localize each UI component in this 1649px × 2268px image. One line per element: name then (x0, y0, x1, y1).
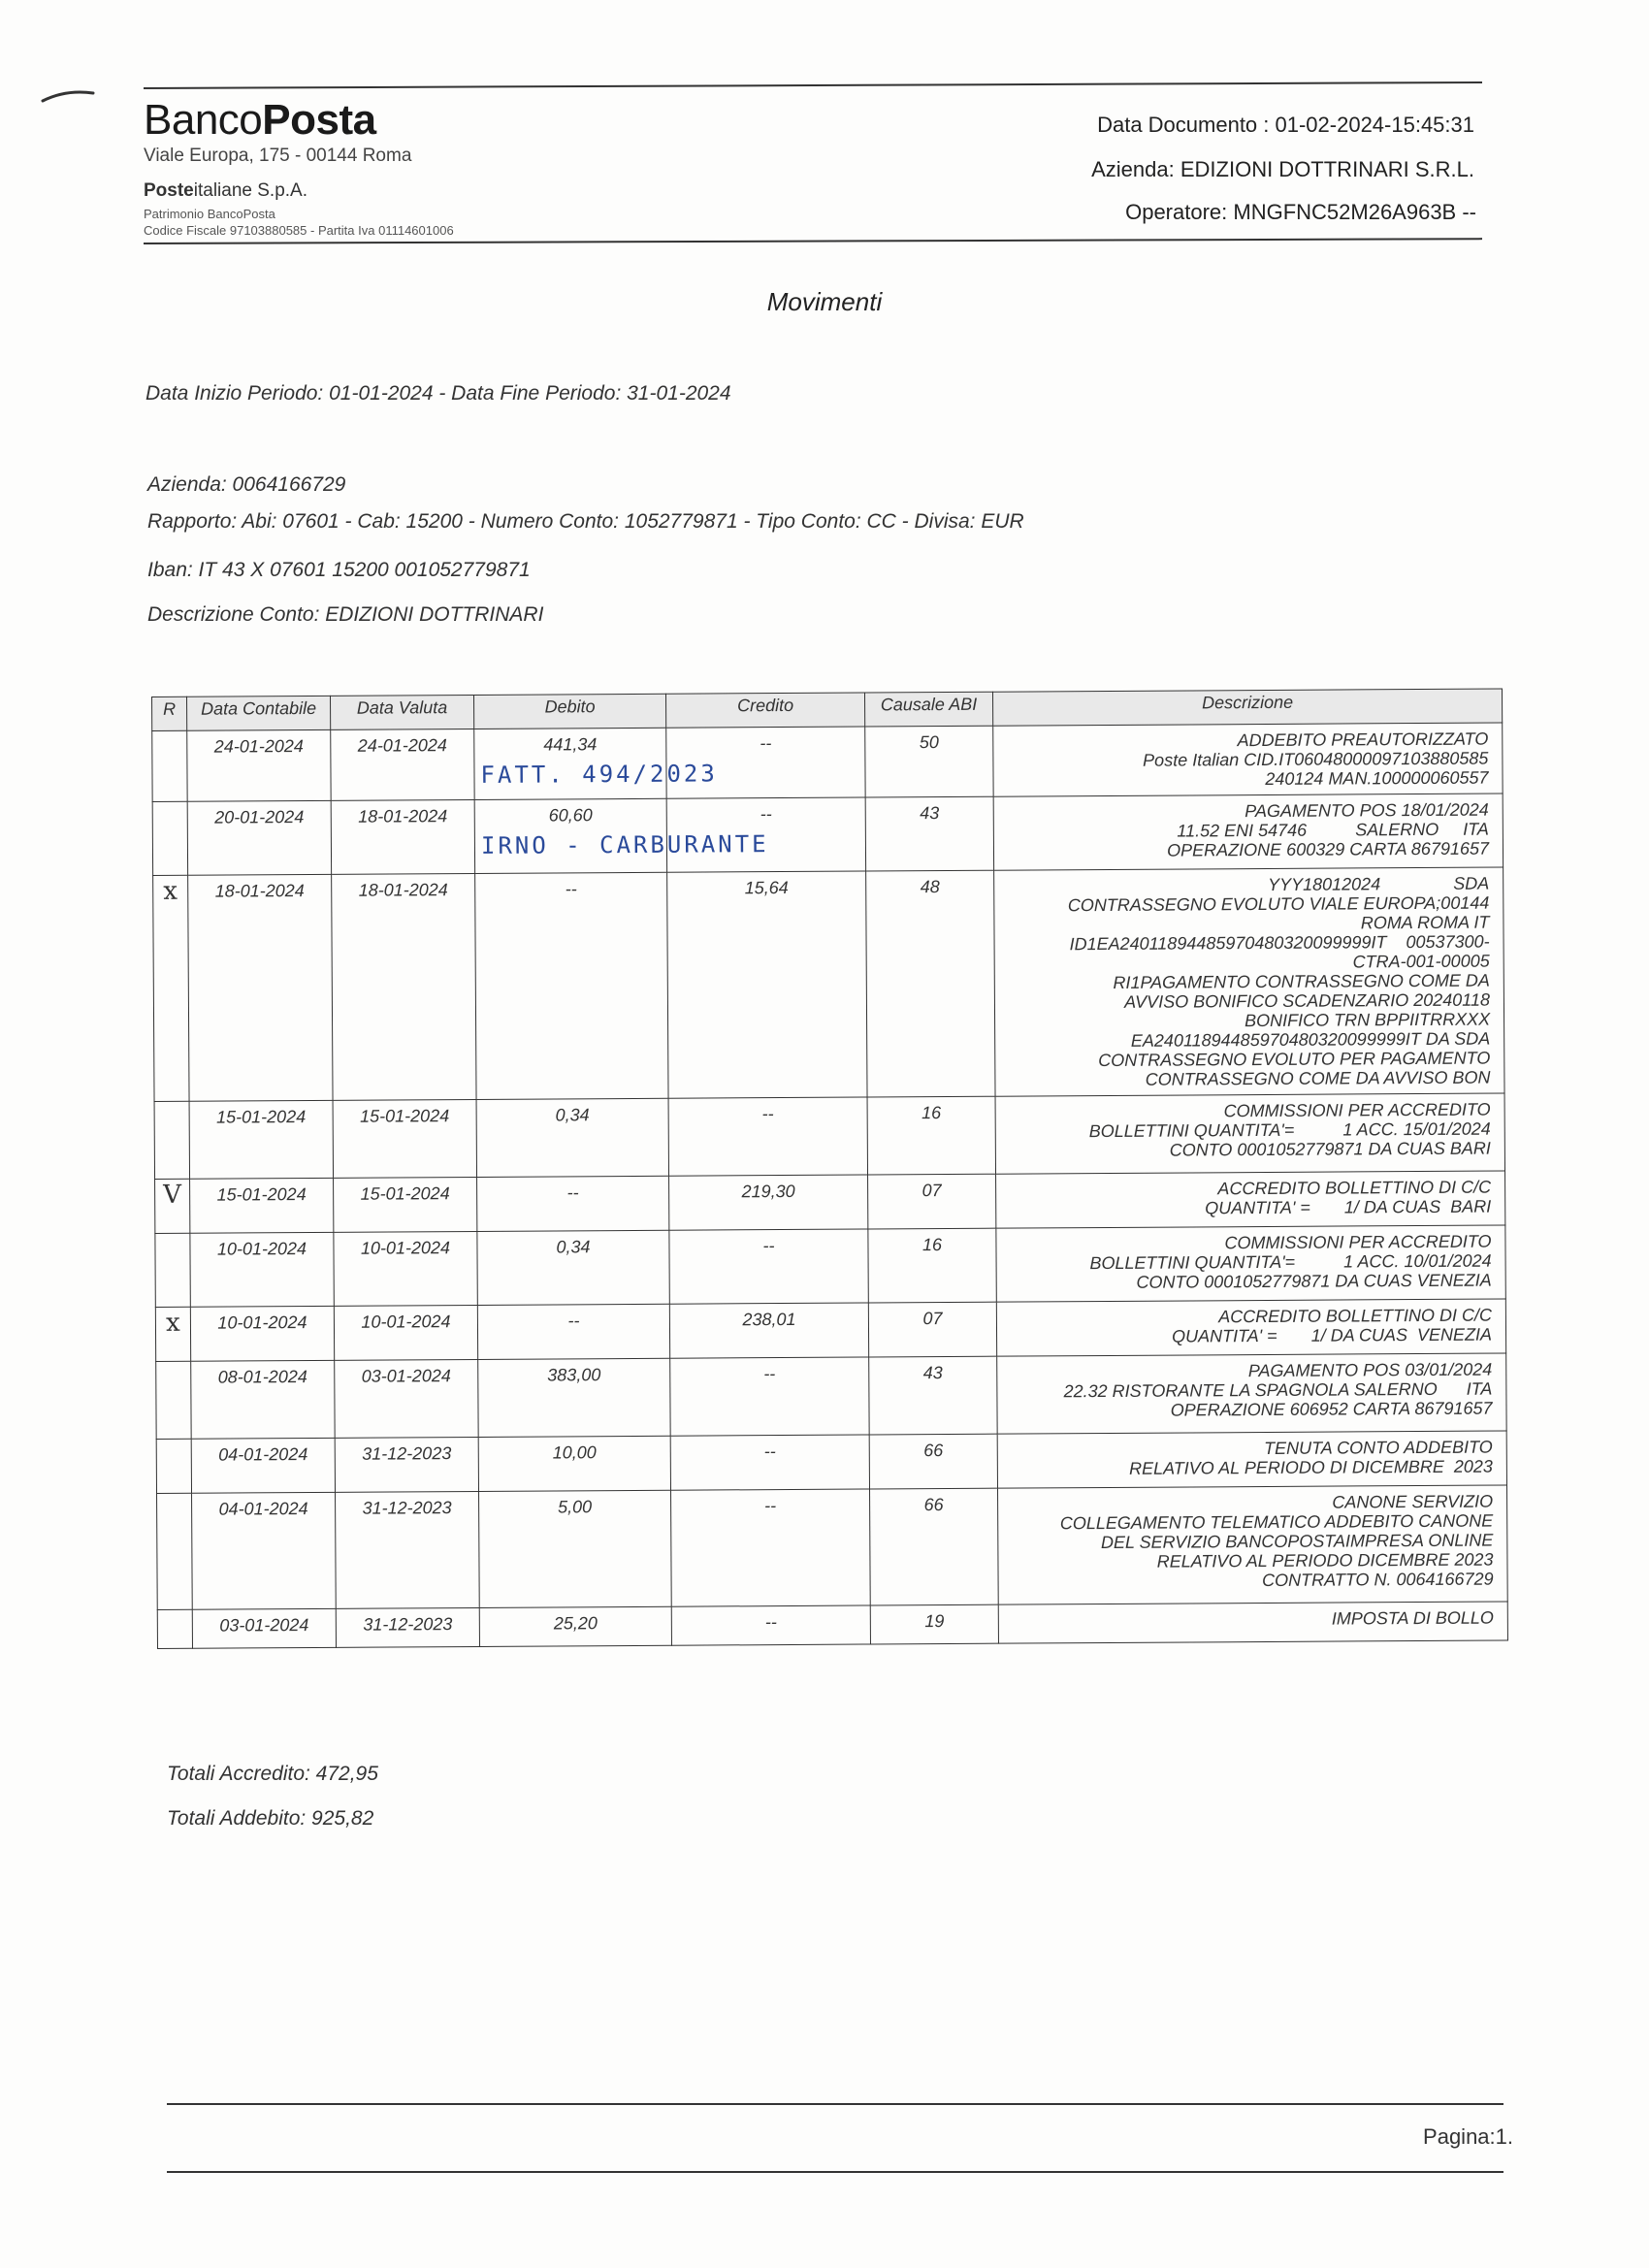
descrizione-line: OPERAZIONE 600329 CARTA 86791657 (1167, 838, 1490, 860)
account-descrizione: Descrizione Conto: EDIZIONI DOTTRINARI (147, 603, 544, 626)
debito-cell-text: 10,00 (552, 1442, 597, 1463)
descrizione-line: Poste Italian CID.IT06048000097103880585 (1143, 748, 1489, 770)
descrizione-line: CONTRASSEGNO EVOLUTO PER PAGAMENTO (1098, 1048, 1491, 1071)
credito-cell (669, 1175, 868, 1230)
descrizione-line: RELATIVO AL PERIODO DICEMBRE 2023 (1156, 1549, 1494, 1571)
mark-cell (155, 1233, 190, 1307)
data-valuta-cell-text: 31-12-2023 (362, 1443, 452, 1464)
data-valuta-cell (332, 873, 476, 1100)
account-azienda: Azienda: 0064166729 (147, 473, 346, 496)
data-contabile-cell (187, 729, 331, 801)
col-header-r: R (152, 697, 187, 730)
data-contabile-cell-text: 04-01-2024 (218, 1499, 308, 1519)
account-rapporto: Rapporto: Abi: 07601 - Cab: 15200 - Numero Conto: 1052779871 - Tipo Conto: CC - Divisa: EUR (147, 510, 1024, 533)
data-contabile-cell (192, 1608, 336, 1648)
causale-cell-text: 07 (922, 1309, 943, 1329)
causale-cell (865, 726, 993, 797)
data-contabile-cell (187, 800, 331, 875)
data-valuta-cell (331, 729, 474, 800)
causale-cell-text: 66 (923, 1495, 944, 1515)
debito-cell-text: 441,34 (543, 734, 598, 755)
totale-accredito: Totali Accredito: 472,95 (167, 1763, 378, 1785)
col-header-descrizione: Descrizione (992, 689, 1502, 726)
debito-cell-text: 0,34 (555, 1105, 590, 1125)
data-contabile-cell-text: 03-01-2024 (219, 1615, 309, 1636)
causale-cell (870, 1604, 998, 1644)
table-row (153, 867, 1504, 1101)
col-header-causale-abi: Causale ABI (864, 692, 992, 727)
debito-cell-text: -- (566, 1183, 579, 1203)
descrizione-line: ACCREDITO BOLLETTINO DI C/C (1217, 1177, 1492, 1199)
debito-cell (479, 1606, 671, 1646)
data-valuta-cell (334, 1177, 477, 1232)
causale-cell (869, 1434, 997, 1489)
data-valuta-cell (336, 1491, 480, 1608)
debito-cell-text: 5,00 (558, 1497, 593, 1517)
mark-cell (156, 1439, 191, 1493)
descrizione-line: TENUTA CONTO ADDEBITO (1264, 1437, 1493, 1459)
operatore: Operatore: MNGFNC52M26A963B -- (1125, 200, 1476, 224)
causale-cell-text: 43 (920, 803, 940, 824)
data-contabile-cell (191, 1360, 335, 1439)
descrizione-line: ROMA ROMA IT (1360, 912, 1490, 933)
data-contabile-cell-text: 24-01-2024 (213, 736, 304, 757)
descrizione-line: CONTRATTO N. 0064166729 (1262, 1569, 1494, 1591)
data-valuta-cell-text: 24-01-2024 (357, 735, 447, 756)
mark-cell-text: x (163, 876, 178, 906)
data-valuta-cell (334, 1305, 477, 1360)
data-valuta-cell-text: 03-01-2024 (361, 1366, 451, 1386)
descrizione-line: ACCREDITO BOLLETTINO DI C/C (1218, 1305, 1492, 1327)
handwritten-note: IRNO - CARBURANTE (480, 830, 769, 859)
descrizione-line: PAGAMENTO POS 18/01/2024 (1245, 799, 1489, 822)
footer-top-rule (167, 2103, 1504, 2105)
descrizione-line: AVVISO BONIFICO SCADENZARIO 20240118 (1124, 989, 1490, 1012)
debito-cell (475, 872, 668, 1099)
data-contabile-cell-text: 04-01-2024 (218, 1444, 308, 1465)
mark-cell (155, 1307, 190, 1361)
descrizione-line: EA24011894485970480320099999IT DA SDA (1130, 1028, 1491, 1051)
table-row (152, 794, 1503, 876)
table-body (152, 723, 1508, 1648)
totale-addebito: Totali Addebito: 925,82 (167, 1807, 374, 1830)
mark-cell (152, 801, 187, 875)
table-row (154, 1093, 1504, 1180)
data-contabile-cell (190, 1232, 334, 1307)
data-contabile-cell-text: 15-01-2024 (216, 1107, 307, 1127)
descrizione-line: CONTO 0001052779871 DA CUAS VENEZIA (1136, 1270, 1492, 1292)
descrizione-line: RI1PAGAMENTO CONTRASSEGNO COME DA (1113, 970, 1490, 992)
causale-cell (868, 1302, 996, 1357)
table-row (156, 1431, 1506, 1494)
descrizione-line: CONTRASSEGNO EVOLUTO VIALE EUROPA;00144 (1067, 892, 1490, 916)
periodo: Data Inizio Periodo: 01-01-2024 - Data Fine Periodo: 31-01-2024 (146, 382, 731, 405)
page-number: Pagina:1. (1423, 2124, 1513, 2149)
movements-table (151, 688, 1508, 1648)
causale-cell-text: 43 (922, 1363, 943, 1383)
table-row (155, 1225, 1505, 1308)
descrizione-line: CTRA-001-00005 (1352, 951, 1490, 972)
data-valuta-cell-text: 10-01-2024 (360, 1238, 451, 1258)
credito-cell (668, 1097, 867, 1176)
credito-cell (670, 1357, 869, 1436)
descrizione-line: OPERAZIONE 606952 CARTA 86791657 (1170, 1398, 1493, 1420)
credito-cell-text: 15,64 (744, 877, 789, 898)
account-iban: Iban: IT 43 X 07601 15200 001052779871 (147, 559, 531, 581)
descrizione-line: QUANTITA' = 1/ DA CUAS VENEZIA (1171, 1324, 1493, 1346)
table-row (156, 1353, 1506, 1440)
causale-cell-text: 16 (922, 1235, 943, 1255)
causale-cell-text: 19 (924, 1611, 945, 1632)
data-documento: Data Documento : 01-02-2024-15:45:31 (1097, 113, 1474, 137)
data-valuta-cell-text: 10-01-2024 (361, 1312, 451, 1332)
bancoposta-logo: BancoPosta (144, 96, 376, 144)
descrizione-line: PAGAMENTO POS 03/01/2024 (1247, 1359, 1493, 1381)
mark-cell (155, 1179, 190, 1233)
codice-fiscale: Codice Fiscale 97103880585 - Partita Iva 01114601006 (144, 223, 454, 238)
causale-cell (868, 1228, 996, 1303)
descrizione-line: ADDEBITO PREAUTORIZZATO (1237, 729, 1489, 751)
col-header-credito: Credito (665, 693, 864, 728)
mark-cell (152, 730, 187, 801)
data-contabile-cell (190, 1178, 334, 1233)
credito-cell (669, 1229, 868, 1304)
debito-cell (478, 1358, 670, 1437)
company-name: Posteitaliane S.p.A. (144, 180, 307, 201)
descrizione-cell (997, 1431, 1506, 1488)
credito-cell (671, 1605, 870, 1645)
causale-cell (868, 1174, 996, 1229)
descrizione-line: BOLLETTINI QUANTITA'= 1 ACC. 10/01/2024 (1089, 1250, 1492, 1274)
descrizione-line: CONTO 0001052779871 DA CUAS BARI (1169, 1138, 1491, 1160)
credito-cell-text: -- (761, 1104, 774, 1124)
credito-cell-text: -- (760, 733, 772, 754)
data-valuta-cell-text: 15-01-2024 (360, 1183, 450, 1204)
debito-cell-text: 0,34 (556, 1237, 591, 1257)
descrizione-line: COLLEGAMENTO TELEMATICO ADDEBITO CANONE (1059, 1510, 1494, 1534)
descrizione-cell (998, 1485, 1508, 1604)
causale-cell-text: 66 (923, 1441, 944, 1461)
footer-bottom-rule (167, 2171, 1504, 2173)
mark-cell (157, 1493, 193, 1609)
handwritten-note: FATT. 494/2023 (480, 760, 718, 789)
data-valuta-cell (336, 1607, 479, 1647)
descrizione-cell (995, 1093, 1504, 1174)
mark-cell (154, 1101, 189, 1179)
data-valuta-cell-text: 18-01-2024 (358, 880, 448, 900)
descrizione-cell (993, 723, 1503, 796)
descrizione-line: DEL SERVIZIO BANCOPOSTAIMPRESA ONLINE (1100, 1530, 1494, 1553)
debito-cell-text: -- (567, 1311, 580, 1331)
data-contabile-cell (188, 874, 333, 1101)
descrizione-line: BOLLETTINI QUANTITA'= 1 ACC. 15/01/2024 (1088, 1118, 1491, 1142)
descrizione-cell (998, 1602, 1507, 1643)
mark-cell-text: x (166, 1308, 180, 1338)
data-contabile-cell (189, 1100, 333, 1179)
descrizione-cell (994, 867, 1504, 1096)
debito-cell (474, 798, 769, 873)
header-top-rule (144, 81, 1482, 89)
data-valuta-cell (334, 1231, 477, 1306)
debito-cell-text: 60,60 (548, 805, 593, 826)
data-valuta-cell-text: 18-01-2024 (358, 806, 448, 826)
data-valuta-cell (331, 799, 474, 874)
table-row (157, 1485, 1508, 1610)
descrizione-cell (996, 1299, 1505, 1356)
col-header-data-contabile: Data Contabile (187, 696, 331, 730)
data-valuta-cell-text: 15-01-2024 (360, 1106, 450, 1126)
mark-cell-text: V (163, 1180, 182, 1210)
descrizione-line: CONTRASSEGNO COME DA AVVISO BON (1145, 1067, 1491, 1089)
data-contabile-cell-text: 15-01-2024 (216, 1184, 307, 1205)
credito-cell-text: -- (763, 1442, 776, 1462)
causale-cell (865, 796, 993, 871)
data-contabile-cell-text: 08-01-2024 (217, 1367, 307, 1387)
descrizione-line: BONIFICO TRN BPPIITRRXXX (1244, 1009, 1491, 1031)
credito-cell (669, 1303, 868, 1358)
descrizione-line: QUANTITA' = 1/ DA CUAS BARI (1205, 1196, 1492, 1218)
descrizione-line: YYY18012024 SDA (1268, 873, 1490, 894)
data-valuta-cell (335, 1359, 478, 1438)
col-header-data-valuta: Data Valuta (330, 695, 473, 729)
page-title: Movimenti (766, 287, 883, 316)
data-contabile-cell (191, 1438, 335, 1493)
credito-cell-text: -- (764, 1612, 777, 1633)
descrizione-line: COMMISSIONI PER ACCREDITO (1223, 1099, 1491, 1121)
descrizione-cell (997, 1353, 1506, 1434)
descrizione-line: 22.32 RISTORANTE LA SPAGNOLA SALERNO ITA (1063, 1378, 1493, 1402)
debito-cell (474, 728, 718, 799)
descrizione-line: RELATIVO AL PERIODO DI DICEMBRE 2023 (1129, 1456, 1493, 1478)
credito-cell-text: -- (762, 1236, 775, 1256)
data-contabile-cell (192, 1492, 337, 1609)
causale-cell-text: 48 (920, 877, 940, 897)
mark-cell (156, 1361, 191, 1439)
credito-cell-text: -- (760, 804, 772, 825)
debito-cell (477, 1230, 669, 1305)
credito-cell-text: 219,30 (741, 1181, 795, 1202)
debito-cell (476, 1098, 668, 1177)
debito-cell-text: 383,00 (547, 1365, 601, 1385)
data-valuta-cell-text: 31-12-2023 (363, 1614, 453, 1635)
totals-block (167, 1752, 378, 1841)
descrizione-line: ID1EA24011894485970480320099999IT 00537300- (1069, 931, 1490, 955)
causale-cell-text: 50 (919, 732, 939, 753)
debito-cell-text: -- (565, 879, 577, 899)
data-contabile-cell-text: 20-01-2024 (214, 807, 305, 827)
table-row (152, 723, 1503, 802)
credito-cell-text: -- (763, 1364, 776, 1384)
data-contabile-cell-text: 18-01-2024 (214, 881, 305, 901)
causale-cell (869, 1356, 997, 1435)
table-row (155, 1299, 1505, 1362)
causale-cell (866, 870, 995, 1097)
credito-cell (671, 1489, 871, 1606)
credito-cell-text: 238,01 (742, 1309, 796, 1330)
descrizione-line: COMMISSIONI PER ACCREDITO (1224, 1231, 1492, 1253)
table-row (155, 1171, 1505, 1234)
debito-cell (477, 1304, 669, 1359)
descrizione-cell (996, 1225, 1505, 1302)
credito-cell-text: -- (764, 1496, 777, 1516)
bank-address: Viale Europa, 175 - 00144 Roma (144, 146, 412, 166)
descrizione-cell (993, 794, 1503, 870)
debito-cell (477, 1176, 669, 1231)
data-contabile-cell (190, 1306, 334, 1361)
pen-stroke-mark (39, 80, 97, 109)
data-valuta-cell (333, 1099, 476, 1178)
table-row (157, 1602, 1507, 1649)
debito-cell-text: 25,20 (553, 1613, 598, 1634)
mark-cell (153, 875, 189, 1101)
data-valuta-cell (335, 1437, 478, 1492)
causale-cell-text: 07 (922, 1181, 942, 1201)
descrizione-line: 240124 MAN.100000060557 (1265, 767, 1489, 789)
data-contabile-cell-text: 10-01-2024 (216, 1239, 307, 1259)
causale-cell-text: 16 (922, 1103, 942, 1123)
descrizione-line: IMPOSTA DI BOLLO (1331, 1607, 1494, 1629)
patrimonio-label: Patrimonio BancoPosta (144, 207, 275, 221)
header-bottom-rule (144, 238, 1482, 244)
col-header-debito: Debito (473, 694, 665, 729)
header-azienda: Azienda: EDIZIONI DOTTRINARI S.R.L. (1091, 157, 1474, 181)
data-valuta-cell-text: 31-12-2023 (362, 1498, 452, 1518)
causale-cell (867, 1096, 995, 1175)
descrizione-cell (996, 1171, 1505, 1228)
debito-cell (479, 1490, 672, 1607)
causale-cell (870, 1488, 999, 1605)
mark-cell (157, 1609, 192, 1648)
data-contabile-cell-text: 10-01-2024 (217, 1312, 307, 1333)
debito-cell (478, 1436, 670, 1491)
descrizione-line: 11.52 ENI 54746 SALERNO ITA (1177, 819, 1489, 841)
credito-cell (670, 1435, 869, 1490)
descrizione-line: CANONE SERVIZIO (1332, 1491, 1494, 1512)
credito-cell (667, 871, 867, 1098)
